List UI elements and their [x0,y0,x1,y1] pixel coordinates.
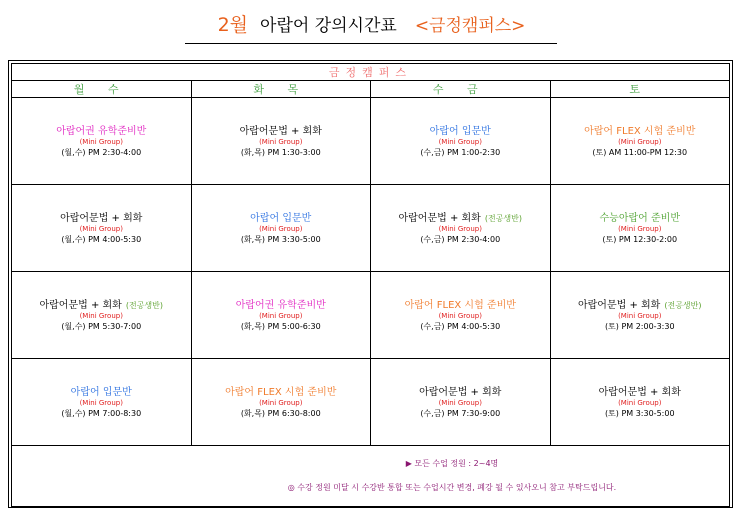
note-capacity: ▶ 모든 수업 정원 : 2~4명 [405,459,499,468]
title-month: 2월 [217,14,249,36]
course-title: 아랍어문법 + 회화 [577,299,661,311]
group-label: (Mini Group) [259,137,303,146]
class-time: (월,수) PM 5:30-7:00 [61,321,142,331]
campus-header: 금정캠퍼스 [12,64,730,81]
group-label: (Mini Group) [259,398,303,407]
class-time: (화,목) PM 1:30-3:00 [240,147,321,157]
group-label: (Mini Group) [618,137,662,146]
class-time: (화,목) PM 5:00-6:30 [240,321,321,331]
course-title: 아랍어문법 + 회화 [398,212,481,224]
day-header-4: 토 [550,81,730,98]
group-label: (Mini Group) [79,137,123,146]
class-cell [371,272,551,359]
group-label: (Mini Group) [618,224,662,233]
class-cell [191,98,371,185]
title-campus: <금정캠퍼스> [414,16,526,36]
class-cell [371,98,551,185]
course-name [12,299,191,312]
course-name [192,212,371,225]
course-name [371,125,550,138]
course-title: 아랍어권 유학준비반 [56,125,147,137]
class-cell [191,359,371,446]
course-title: 아랍어문법 + 회화 [60,212,143,224]
class-time: (수,금) PM 2:30-4:00 [420,234,501,244]
group-label: (Mini Group) [618,311,662,320]
class-time: (수,금) PM 1:00-2:30 [420,147,501,157]
class-cell [12,272,192,359]
class-cell [550,359,730,446]
course-title: 아랍어 입문반 [70,386,132,398]
course-name [12,212,191,225]
group-label: (Mini Group) [618,398,662,407]
class-time: (토) PM 3:30-5:00 [604,408,675,418]
course-title: 아랍어문법 + 회화 [419,386,502,398]
group-label: (Mini Group) [79,224,123,233]
course-name [12,386,191,399]
group-label: (Mini Group) [79,311,123,320]
class-cell [12,98,192,185]
class-time: (토) PM 2:00-3:30 [604,321,675,331]
class-time: (토) AM 11:00-PM 12:30 [592,147,688,157]
course-name [371,386,550,399]
table-row [12,359,730,446]
course-title: 아랍어 입문반 [250,212,312,224]
course-title: 아랍어문법 + 회화 [39,299,122,311]
class-cell [191,185,371,272]
class-time: (화,목) PM 3:30-5:00 [240,234,321,244]
course-name [192,299,371,312]
class-time: (월,수) PM 7:00-8:30 [61,408,142,418]
class-time: (수,금) PM 4:00-5:30 [420,321,501,331]
schedule-title [0,14,743,37]
course-name [371,212,550,225]
note-warning: ◎ 수강 정원 미달 시 수강반 통합 또는 수업시간 변경, 폐강 될 수 있사오니 참고 부탁드립니다. [287,483,617,492]
class-cell [371,359,551,446]
class-time: (화,목) PM 6:30-8:00 [240,408,321,418]
group-label: (Mini Group) [438,137,482,146]
title-underline [185,43,557,44]
day-header-2: 화 목 [191,81,371,98]
group-label: (Mini Group) [438,398,482,407]
course-title: 아랍어 FLEX 시험 준비반 [584,125,696,137]
course-name [12,125,191,138]
class-cell [191,272,371,359]
class-cell [12,185,192,272]
group-label: (Mini Group) [438,311,482,320]
title-name: 아랍어 강의시간표 [260,16,397,36]
course-name [551,212,730,225]
table-row [12,98,730,185]
class-cell [550,272,730,359]
table-row [12,272,730,359]
major-tag: (전공생반) [664,300,702,310]
course-title: 아랍어 FLEX 시험 준비반 [404,299,516,311]
group-label: (Mini Group) [259,224,303,233]
group-label: (Mini Group) [259,311,303,320]
group-label: (Mini Group) [79,398,123,407]
course-title: 아랍어권 유학준비반 [235,299,326,311]
table-row [12,185,730,272]
course-title: 아랍어문법 + 회화 [598,386,681,398]
class-cell [550,98,730,185]
course-name [551,386,730,399]
major-tag: (전공생반) [125,300,163,310]
course-name [551,125,730,138]
class-cell [550,185,730,272]
class-time: (수,금) PM 7:30-9:00 [420,408,501,418]
course-title: 아랍어문법 + 회화 [239,125,322,137]
class-time: (월,수) PM 4:00-5:30 [61,234,142,244]
class-cell [371,185,551,272]
course-name [551,299,730,312]
major-tag: (전공생반) [484,213,522,223]
course-name [192,125,371,138]
notes-cell [12,446,730,507]
course-title: 아랍어 입문반 [429,125,491,137]
group-label: (Mini Group) [438,224,482,233]
day-header-3: 수 금 [371,81,551,98]
schedule-table [11,63,730,507]
course-name [192,386,371,399]
course-title: 아랍어 FLEX 시험 준비반 [225,386,337,398]
course-title: 수능아랍어 준비반 [599,212,680,224]
day-header-1: 월 수 [12,81,192,98]
class-cell [12,359,192,446]
class-time: (토) PM 12:30-2:00 [602,234,678,244]
class-time: (월,수) PM 2:30-4:00 [61,147,142,157]
course-name [371,299,550,312]
